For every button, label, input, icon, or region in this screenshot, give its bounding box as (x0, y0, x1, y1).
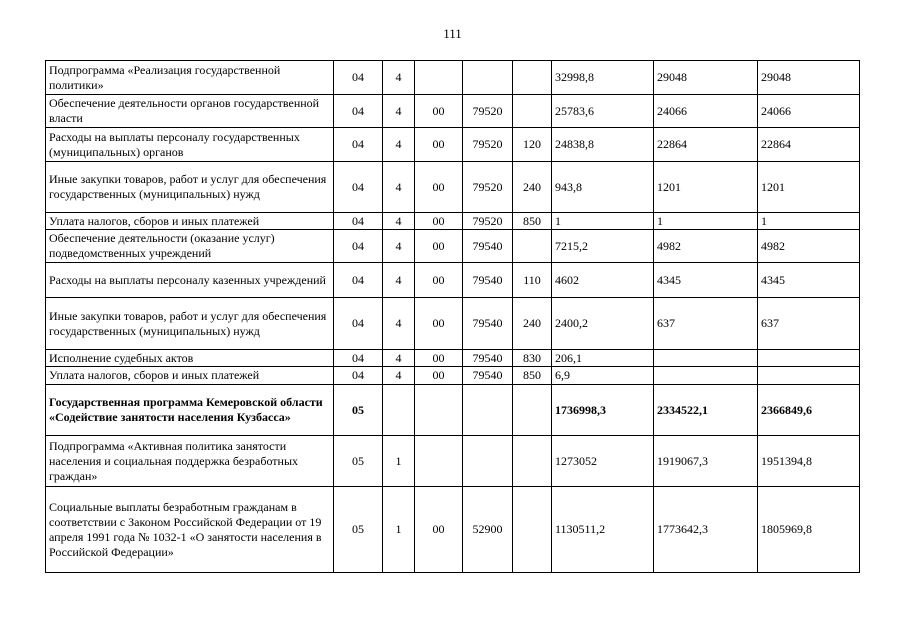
cell-section: 04 (334, 162, 383, 213)
cell-expense-type (513, 487, 552, 573)
cell-expense-type (513, 61, 552, 95)
cell-subsection: 4 (383, 162, 415, 213)
cell-subsection: 4 (383, 95, 415, 128)
cell-name: Государственная программа Кемеровской области «Содействие занятости населения Кузбасса» (46, 385, 334, 436)
cell-amount-year-3: 4982 (758, 230, 860, 263)
cell-amount-year-3: 22864 (758, 128, 860, 162)
cell-amount-year-1: 1 (552, 213, 654, 230)
cell-amount-year-1: 2400,2 (552, 298, 654, 350)
cell-amount-year-2: 2334522,1 (654, 385, 758, 436)
cell-target-code-program (415, 61, 463, 95)
cell-expense-type (513, 230, 552, 263)
cell-target-code-direction: 79540 (463, 263, 513, 298)
cell-target-code-program: 00 (415, 263, 463, 298)
cell-amount-year-2: 22864 (654, 128, 758, 162)
cell-amount-year-2: 1773642,3 (654, 487, 758, 573)
cell-section: 04 (334, 350, 383, 367)
cell-amount-year-3 (758, 350, 860, 367)
table-row (46, 436, 860, 487)
cell-amount-year-2: 24066 (654, 95, 758, 128)
cell-target-code-program: 00 (415, 230, 463, 263)
cell-expense-type: 240 (513, 162, 552, 213)
cell-target-code-program: 00 (415, 128, 463, 162)
table-row (46, 367, 860, 385)
cell-amount-year-2 (654, 367, 758, 385)
cell-amount-year-1: 25783,6 (552, 95, 654, 128)
cell-name: Иные закупки товаров, работ и услуг для обеспечения государственных (муниципальных) нужд (46, 162, 334, 213)
cell-subsection: 4 (383, 61, 415, 95)
cell-section: 05 (334, 487, 383, 573)
cell-section: 05 (334, 385, 383, 436)
cell-target-code-direction: 79540 (463, 350, 513, 367)
cell-target-code-direction: 79520 (463, 128, 513, 162)
table-row (46, 298, 860, 350)
cell-amount-year-3: 1 (758, 213, 860, 230)
table-row (46, 263, 860, 298)
cell-amount-year-3: 29048 (758, 61, 860, 95)
table-row (46, 128, 860, 162)
cell-subsection: 4 (383, 230, 415, 263)
cell-name: Социальные выплаты безработным гражданам в соответствии с Законом Российской Федерации от 19 апреля 1991 года № 1032-1 «О занятости населения в Российской Федерации» (46, 487, 334, 573)
cell-amount-year-1: 7215,2 (552, 230, 654, 263)
cell-target-code-program: 00 (415, 298, 463, 350)
cell-subsection (383, 385, 415, 436)
cell-target-code-direction: 79540 (463, 230, 513, 263)
cell-name: Подпрограмма «Активная политика занятости населения и социальная поддержка безработных граждан» (46, 436, 334, 487)
cell-amount-year-3: 24066 (758, 95, 860, 128)
cell-section: 04 (334, 367, 383, 385)
cell-amount-year-3: 637 (758, 298, 860, 350)
cell-target-code-direction: 52900 (463, 487, 513, 573)
cell-amount-year-2: 1 (654, 213, 758, 230)
table-row (46, 213, 860, 230)
cell-target-code-direction (463, 436, 513, 487)
cell-name: Обеспечение деятельности (оказание услуг) подведомственных учреждений (46, 230, 334, 263)
table-row (46, 350, 860, 367)
cell-target-code-program: 00 (415, 162, 463, 213)
cell-amount-year-3: 4345 (758, 263, 860, 298)
cell-target-code-direction: 79520 (463, 213, 513, 230)
cell-name: Уплата налогов, сборов и иных платежей (46, 367, 334, 385)
cell-expense-type: 120 (513, 128, 552, 162)
table-row (46, 162, 860, 213)
table-row (46, 95, 860, 128)
page-number: 111 (443, 26, 462, 41)
cell-name: Иные закупки товаров, работ и услуг для обеспечения государственных (муниципальных) нужд (46, 298, 334, 350)
cell-expense-type (513, 95, 552, 128)
cell-target-code-program: 00 (415, 487, 463, 573)
cell-section: 04 (334, 230, 383, 263)
cell-amount-year-2: 637 (654, 298, 758, 350)
cell-name: Исполнение судебных актов (46, 350, 334, 367)
cell-target-code-direction: 79540 (463, 367, 513, 385)
cell-expense-type: 240 (513, 298, 552, 350)
cell-amount-year-1: 4602 (552, 263, 654, 298)
cell-target-code-program: 00 (415, 95, 463, 128)
budget-table (45, 60, 860, 573)
table-row (46, 385, 860, 436)
cell-amount-year-3: 1951394,8 (758, 436, 860, 487)
cell-target-code-program: 00 (415, 213, 463, 230)
cell-amount-year-2: 1201 (654, 162, 758, 213)
cell-subsection: 4 (383, 128, 415, 162)
table-row (46, 230, 860, 263)
cell-amount-year-1: 943,8 (552, 162, 654, 213)
cell-amount-year-2 (654, 350, 758, 367)
cell-subsection: 1 (383, 436, 415, 487)
cell-target-code-program: 00 (415, 350, 463, 367)
cell-amount-year-3: 1805969,8 (758, 487, 860, 573)
cell-name: Подпрограмма «Реализация государственной политики» (46, 61, 334, 95)
cell-subsection: 1 (383, 487, 415, 573)
cell-section: 04 (334, 298, 383, 350)
cell-target-code-program (415, 436, 463, 487)
cell-name: Расходы на выплаты персоналу государственных (муниципальных) органов (46, 128, 334, 162)
cell-target-code-direction: 79540 (463, 298, 513, 350)
cell-name: Уплата налогов, сборов и иных платежей (46, 213, 334, 230)
cell-amount-year-1: 1130511,2 (552, 487, 654, 573)
cell-amount-year-3: 1201 (758, 162, 860, 213)
cell-target-code-program: 00 (415, 367, 463, 385)
cell-section: 04 (334, 213, 383, 230)
cell-expense-type: 850 (513, 213, 552, 230)
cell-subsection: 4 (383, 298, 415, 350)
cell-section: 05 (334, 436, 383, 487)
cell-amount-year-2: 4345 (654, 263, 758, 298)
cell-amount-year-1: 24838,8 (552, 128, 654, 162)
cell-subsection: 4 (383, 350, 415, 367)
cell-amount-year-3: 2366849,6 (758, 385, 860, 436)
cell-amount-year-1: 1273052 (552, 436, 654, 487)
cell-target-code-direction: 79520 (463, 162, 513, 213)
cell-section: 04 (334, 128, 383, 162)
cell-amount-year-2: 1919067,3 (654, 436, 758, 487)
cell-amount-year-1: 206,1 (552, 350, 654, 367)
cell-amount-year-2: 4982 (654, 230, 758, 263)
cell-amount-year-2: 29048 (654, 61, 758, 95)
cell-target-code-direction (463, 61, 513, 95)
cell-expense-type (513, 436, 552, 487)
cell-amount-year-1: 1736998,3 (552, 385, 654, 436)
cell-subsection: 4 (383, 263, 415, 298)
cell-section: 04 (334, 95, 383, 128)
cell-amount-year-1: 6,9 (552, 367, 654, 385)
cell-amount-year-3 (758, 367, 860, 385)
cell-target-code-direction: 79520 (463, 95, 513, 128)
table-row (46, 61, 860, 95)
cell-target-code-direction (463, 385, 513, 436)
cell-name: Расходы на выплаты персоналу казенных учреждений (46, 263, 334, 298)
cell-name: Обеспечение деятельности органов государственной власти (46, 95, 334, 128)
cell-section: 04 (334, 263, 383, 298)
cell-expense-type: 830 (513, 350, 552, 367)
cell-target-code-program (415, 385, 463, 436)
cell-subsection: 4 (383, 367, 415, 385)
cell-section: 04 (334, 61, 383, 95)
cell-expense-type (513, 385, 552, 436)
cell-subsection: 4 (383, 213, 415, 230)
cell-expense-type: 850 (513, 367, 552, 385)
cell-amount-year-1: 32998,8 (552, 61, 654, 95)
cell-expense-type: 110 (513, 263, 552, 298)
table-row (46, 487, 860, 573)
